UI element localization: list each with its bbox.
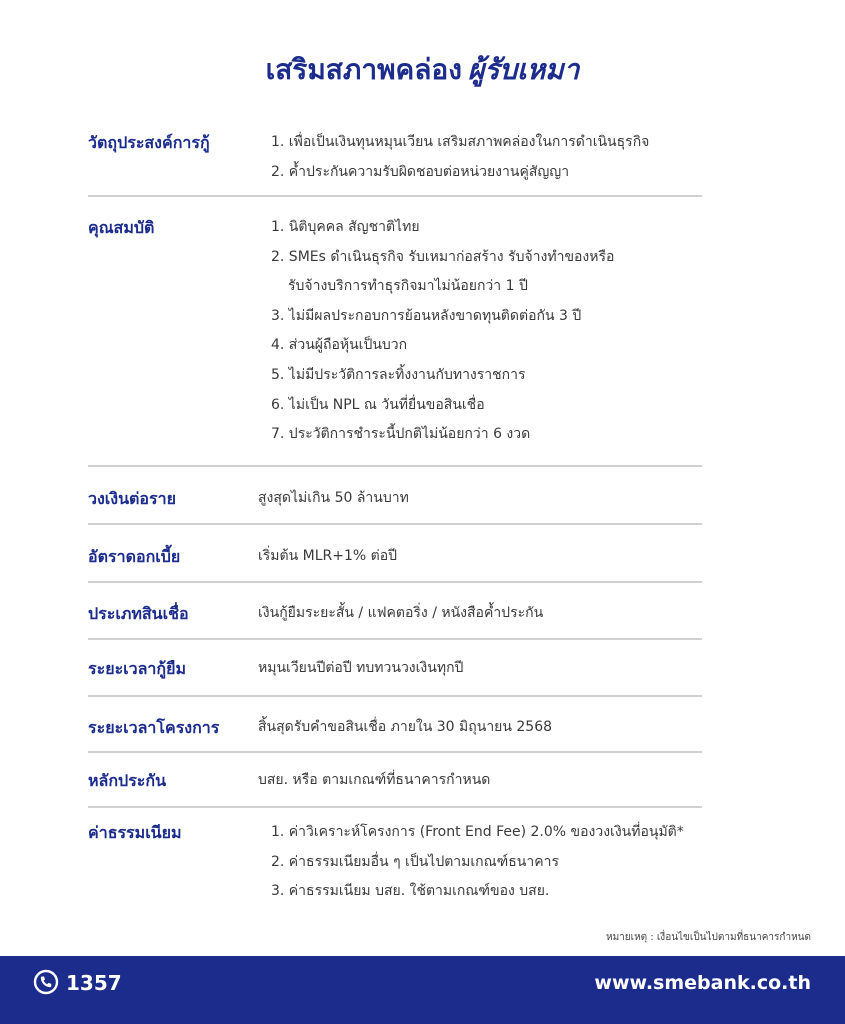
section-value: สูงสุดไม่เกิน 50 ล้านบาท <box>258 490 409 506</box>
hotline-number[interactable]: 1357 <box>66 971 122 995</box>
divider <box>88 195 702 197</box>
page-title <box>0 50 845 90</box>
footnote: หมายเหตุ : เงื่อนไขเป็นไปตามที่ธนาคารกำหนด <box>606 932 811 943</box>
section-label: คุณสมบัติ <box>88 218 155 237</box>
divider <box>88 751 702 753</box>
section-label: วงเงินต่อราย <box>88 489 176 508</box>
line-item: 2. ค้ำประกันความรับผิดชอบต่อหน่วยงานคู่สัญญา <box>271 163 570 180</box>
footer-bar <box>0 956 845 1024</box>
line-item: 1. นิติบุคคล สัญชาติไทย <box>271 219 420 235</box>
title-highlight: ผู้รับเหมา <box>467 53 580 86</box>
title-main: เสริมสภาพคล่อง <box>265 53 462 86</box>
section-label: ค่าธรรมเนียม <box>88 823 182 842</box>
line-item: 2. ค่าธรรมเนียมอื่น ๆ เป็นไปตามเกณฑ์ธนาคาร <box>271 853 559 870</box>
section-value: เงินกู้ยืมระยะสั้น / แฟคตอริ่ง / หนังสือค้ำประกัน <box>258 605 544 621</box>
phone-icon <box>33 969 59 995</box>
section-label: ประเภทสินเชื่อ <box>88 604 189 623</box>
divider <box>88 581 702 583</box>
section-label: ระยะเวลากู้ยืม <box>88 659 187 678</box>
divider <box>88 523 702 525</box>
section-value <box>271 128 649 187</box>
line-item: 7. ประวัติการชำระนี้ปกติไม่น้อยกว่า 6 งวด <box>271 426 531 443</box>
divider <box>88 638 702 640</box>
section-label: หลักประกัน <box>88 771 167 790</box>
section-value <box>271 818 684 907</box>
section-value: หมุนเวียนปีต่อปี ทบทวนวงเงินทุกปี <box>258 660 464 676</box>
section-label: ระยะเวลาโครงการ <box>88 718 220 737</box>
website-link[interactable]: www.smebank.co.th <box>594 972 811 994</box>
line-item: 4. ส่วนผู้ถือหุ้นเป็นบวก <box>271 337 408 354</box>
line-item: 1. เพื่อเป็นเงินทุนหมุนเวียน เสริมสภาพคล่องในการดำเนินธุรกิจ <box>271 134 650 150</box>
line-item: 5. ไม่มีประวัติการละทิ้งงานกับทางราชการ <box>271 366 526 383</box>
section-label: วัตถุประสงค์การกู้ <box>88 133 210 152</box>
line-item: 6. ไม่เป็น NPL ณ วันที่ยื่นขอสินเชื่อ <box>271 396 485 413</box>
section-label: อัตราดอกเบี้ย <box>88 547 181 566</box>
section-value: เริ่มต้น MLR+1% ต่อปี <box>258 548 398 564</box>
divider <box>88 806 702 808</box>
section-value: บสย. หรือ ตามเกณฑ์ที่ธนาคารกำหนด <box>258 772 491 788</box>
line-item: 2. SMEs ดำเนินธุรกิจ รับเหมาก่อสร้าง รับจ้างทำของหรือ <box>271 248 615 265</box>
line-item: รับจ้างบริการทำธุรกิจมาไม่น้อยกว่า 1 ปี <box>288 278 528 295</box>
section-value: สิ้นสุดรับคำขอสินเชื่อ ภายใน 30 มิถุนายน 2568 <box>258 719 553 735</box>
divider <box>88 465 702 467</box>
line-item: 1. ค่าวิเคราะห์โครงการ (Front End Fee) 2.0% ของวงเงินที่อนุมัติ* <box>271 824 684 840</box>
divider <box>88 695 702 697</box>
line-item: 3. ไม่มีผลประกอบการย้อนหลังขาดทุนติดต่อกัน 3 ปี <box>271 307 582 324</box>
section-value <box>271 213 614 450</box>
line-item: 3. ค่าธรรมเนียม บสย. ใช้ตามเกณฑ์ของ บสย. <box>271 883 550 900</box>
